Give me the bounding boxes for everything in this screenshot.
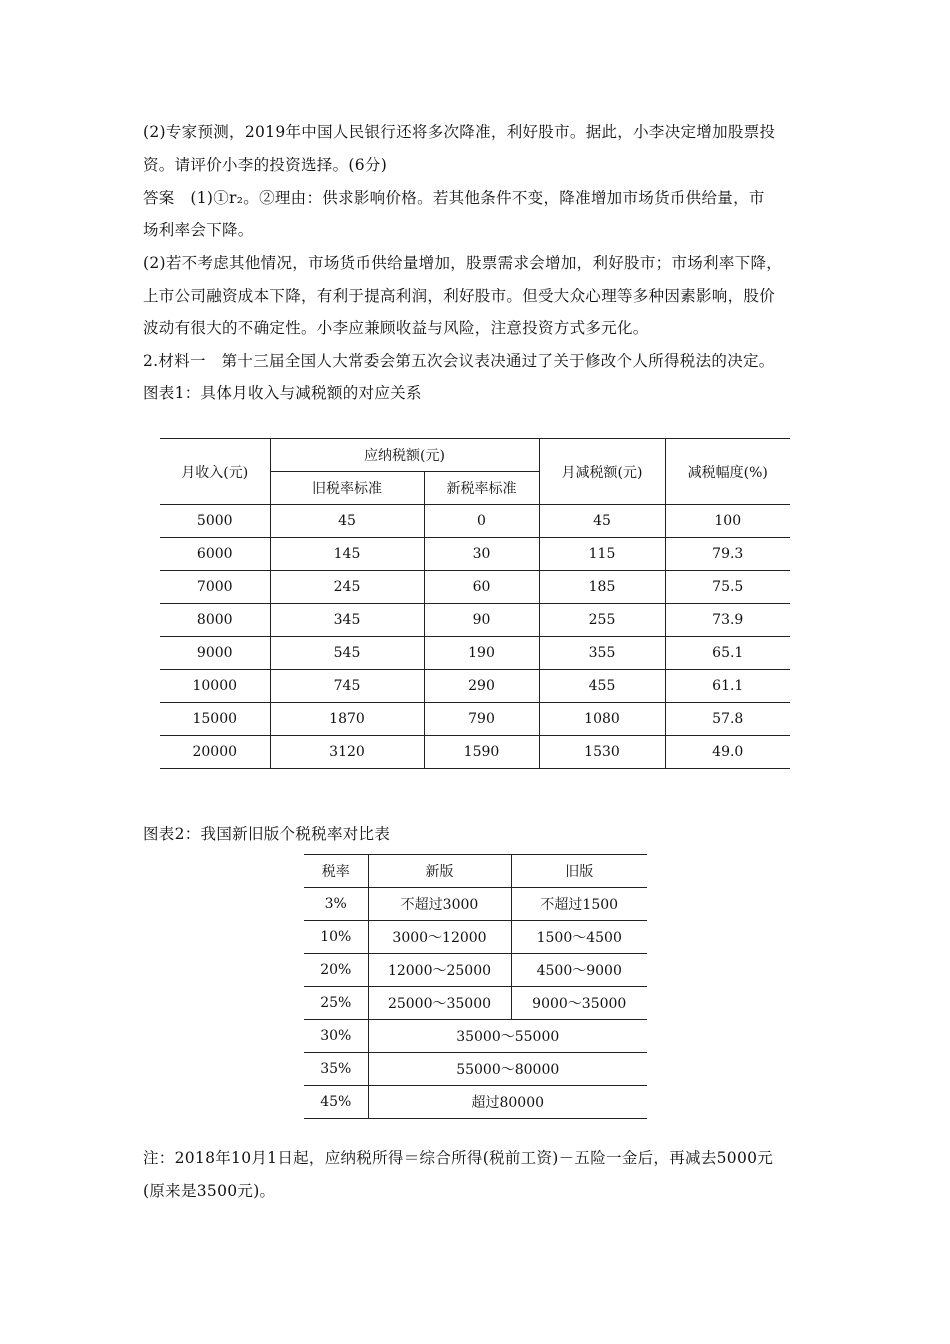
table-row bbox=[160, 505, 790, 538]
cell-reduction-rate: 49.0 bbox=[665, 736, 790, 769]
table-row bbox=[304, 1053, 647, 1086]
cell-old-tax: 745 bbox=[270, 670, 424, 703]
answer-2-line-3: 波动有很大的不确定性。小李应兼顾收益与风险，注意投资方式多元化。 bbox=[143, 319, 649, 337]
cell-new-bracket: 12000～25000 bbox=[368, 954, 511, 987]
cell-reduction-rate: 79.3 bbox=[665, 538, 790, 571]
cell-reduction: 185 bbox=[539, 571, 665, 604]
note-line-2: (原来是3500元)。 bbox=[143, 1182, 276, 1200]
table-row bbox=[304, 888, 647, 921]
cell-new-tax: 790 bbox=[424, 703, 539, 736]
cell-income: 5000 bbox=[160, 505, 270, 538]
table-row bbox=[304, 1086, 647, 1119]
cell-new-tax: 60 bbox=[424, 571, 539, 604]
cell-old-tax: 145 bbox=[270, 538, 424, 571]
cell-old-tax: 45 bbox=[270, 505, 424, 538]
income-tax-reduction-table bbox=[160, 438, 790, 769]
header-new-version: 新版 bbox=[368, 855, 511, 888]
cell-new-bracket: 不超过3000 bbox=[368, 888, 511, 921]
table-row bbox=[304, 921, 647, 954]
table-row bbox=[160, 736, 790, 769]
cell-reduction: 45 bbox=[539, 505, 665, 538]
answer-2-line-1: (2)若不考虑其他情况，市场货币供给量增加，股票需求会增加，利好股市；市场利率下降， bbox=[143, 254, 783, 272]
cell-old-tax: 3120 bbox=[270, 736, 424, 769]
header-new-standard: 新税率标准 bbox=[424, 472, 539, 505]
cell-reduction: 255 bbox=[539, 604, 665, 637]
cell-reduction: 1530 bbox=[539, 736, 665, 769]
header-old-standard: 旧税率标准 bbox=[270, 472, 424, 505]
cell-merged-bracket: 超过80000 bbox=[368, 1086, 647, 1119]
question-2-line-2: 资。请评价小李的投资选择。(6分) bbox=[143, 156, 388, 174]
cell-rate: 20% bbox=[304, 954, 368, 987]
tax-rate-comparison-table bbox=[304, 854, 647, 1119]
cell-old-bracket: 不超过1500 bbox=[511, 888, 647, 921]
header-old-version: 旧版 bbox=[511, 855, 647, 888]
cell-rate: 45% bbox=[304, 1086, 368, 1119]
cell-income: 8000 bbox=[160, 604, 270, 637]
cell-new-tax: 90 bbox=[424, 604, 539, 637]
cell-income: 15000 bbox=[160, 703, 270, 736]
table-row bbox=[160, 538, 790, 571]
cell-new-tax: 1590 bbox=[424, 736, 539, 769]
cell-new-bracket: 25000～35000 bbox=[368, 987, 511, 1020]
question-2-line-1: (2)专家预测，2019年中国人民银行还将多次降准，利好股市。据此，小李决定增加股票投 bbox=[143, 123, 776, 141]
cell-new-tax: 190 bbox=[424, 637, 539, 670]
chart-1-caption: 图表1：具体月收入与减税额的对应关系 bbox=[143, 384, 422, 402]
cell-new-tax: 0 bbox=[424, 505, 539, 538]
cell-merged-bracket: 55000～80000 bbox=[368, 1053, 647, 1086]
cell-old-bracket: 1500～4500 bbox=[511, 921, 647, 954]
answer-1-line-1: 答案 (1)①r₂。②理由：供求影响价格。若其他条件不变，降准增加市场货币供给量，市 bbox=[143, 189, 765, 207]
header-reduction-rate: 减税幅度(%) bbox=[665, 439, 790, 505]
cell-reduction: 1080 bbox=[539, 703, 665, 736]
table-row bbox=[160, 571, 790, 604]
table-header-row bbox=[160, 439, 790, 472]
table-row bbox=[304, 954, 647, 987]
cell-income: 20000 bbox=[160, 736, 270, 769]
cell-rate: 25% bbox=[304, 987, 368, 1020]
cell-new-tax: 30 bbox=[424, 538, 539, 571]
cell-reduction-rate: 65.1 bbox=[665, 637, 790, 670]
cell-rate: 3% bbox=[304, 888, 368, 921]
cell-old-tax: 345 bbox=[270, 604, 424, 637]
cell-new-tax: 290 bbox=[424, 670, 539, 703]
cell-reduction: 455 bbox=[539, 670, 665, 703]
cell-merged-bracket: 35000～55000 bbox=[368, 1020, 647, 1053]
table-header-row bbox=[304, 855, 647, 888]
cell-reduction-rate: 73.9 bbox=[665, 604, 790, 637]
table-row bbox=[160, 637, 790, 670]
header-rate: 税率 bbox=[321, 864, 350, 880]
cell-old-bracket: 9000～35000 bbox=[511, 987, 647, 1020]
answer-2-line-2: 上市公司融资成本下降，有利于提高利润，利好股市。但受大众心理等多种因素影响，股价 bbox=[143, 287, 776, 305]
cell-old-tax: 545 bbox=[270, 637, 424, 670]
cell-reduction-rate: 61.1 bbox=[665, 670, 790, 703]
cell-reduction: 115 bbox=[539, 538, 665, 571]
material-1-line: 2.材料一 第十三届全国人大常委会第五次会议表决通过了关于修改个人所得税法的决定。 bbox=[143, 352, 775, 370]
cell-rate: 10% bbox=[304, 921, 368, 954]
chart-2-caption: 图表2：我国新旧版个税税率对比表 bbox=[143, 825, 391, 843]
table-row bbox=[160, 703, 790, 736]
cell-income: 9000 bbox=[160, 637, 270, 670]
cell-old-bracket: 4500～9000 bbox=[511, 954, 647, 987]
answer-1-line-2: 场利率会下降。 bbox=[143, 221, 254, 239]
header-tax-payable: 应纳税额(元) bbox=[270, 439, 539, 472]
table-row bbox=[160, 604, 790, 637]
cell-income: 7000 bbox=[160, 571, 270, 604]
cell-new-bracket: 3000～12000 bbox=[368, 921, 511, 954]
cell-income: 6000 bbox=[160, 538, 270, 571]
table-row bbox=[304, 1020, 647, 1053]
cell-old-tax: 245 bbox=[270, 571, 424, 604]
note-line-1: 注：2018年10月1日起，应纳税所得＝综合所得(税前工资)－五险一金后，再减去5000元 bbox=[143, 1149, 774, 1167]
cell-rate: 30% bbox=[304, 1020, 368, 1053]
header-income: 月收入(元) bbox=[181, 464, 249, 481]
cell-reduction-rate: 75.5 bbox=[665, 571, 790, 604]
cell-reduction-rate: 100 bbox=[665, 505, 790, 538]
header-reduction: 月减税额(元) bbox=[539, 439, 665, 505]
cell-rate: 35% bbox=[304, 1053, 368, 1086]
cell-reduction: 355 bbox=[539, 637, 665, 670]
cell-old-tax: 1870 bbox=[270, 703, 424, 736]
cell-income: 10000 bbox=[160, 670, 270, 703]
table-row bbox=[160, 670, 790, 703]
table-row bbox=[304, 987, 647, 1020]
cell-reduction-rate: 57.8 bbox=[665, 703, 790, 736]
